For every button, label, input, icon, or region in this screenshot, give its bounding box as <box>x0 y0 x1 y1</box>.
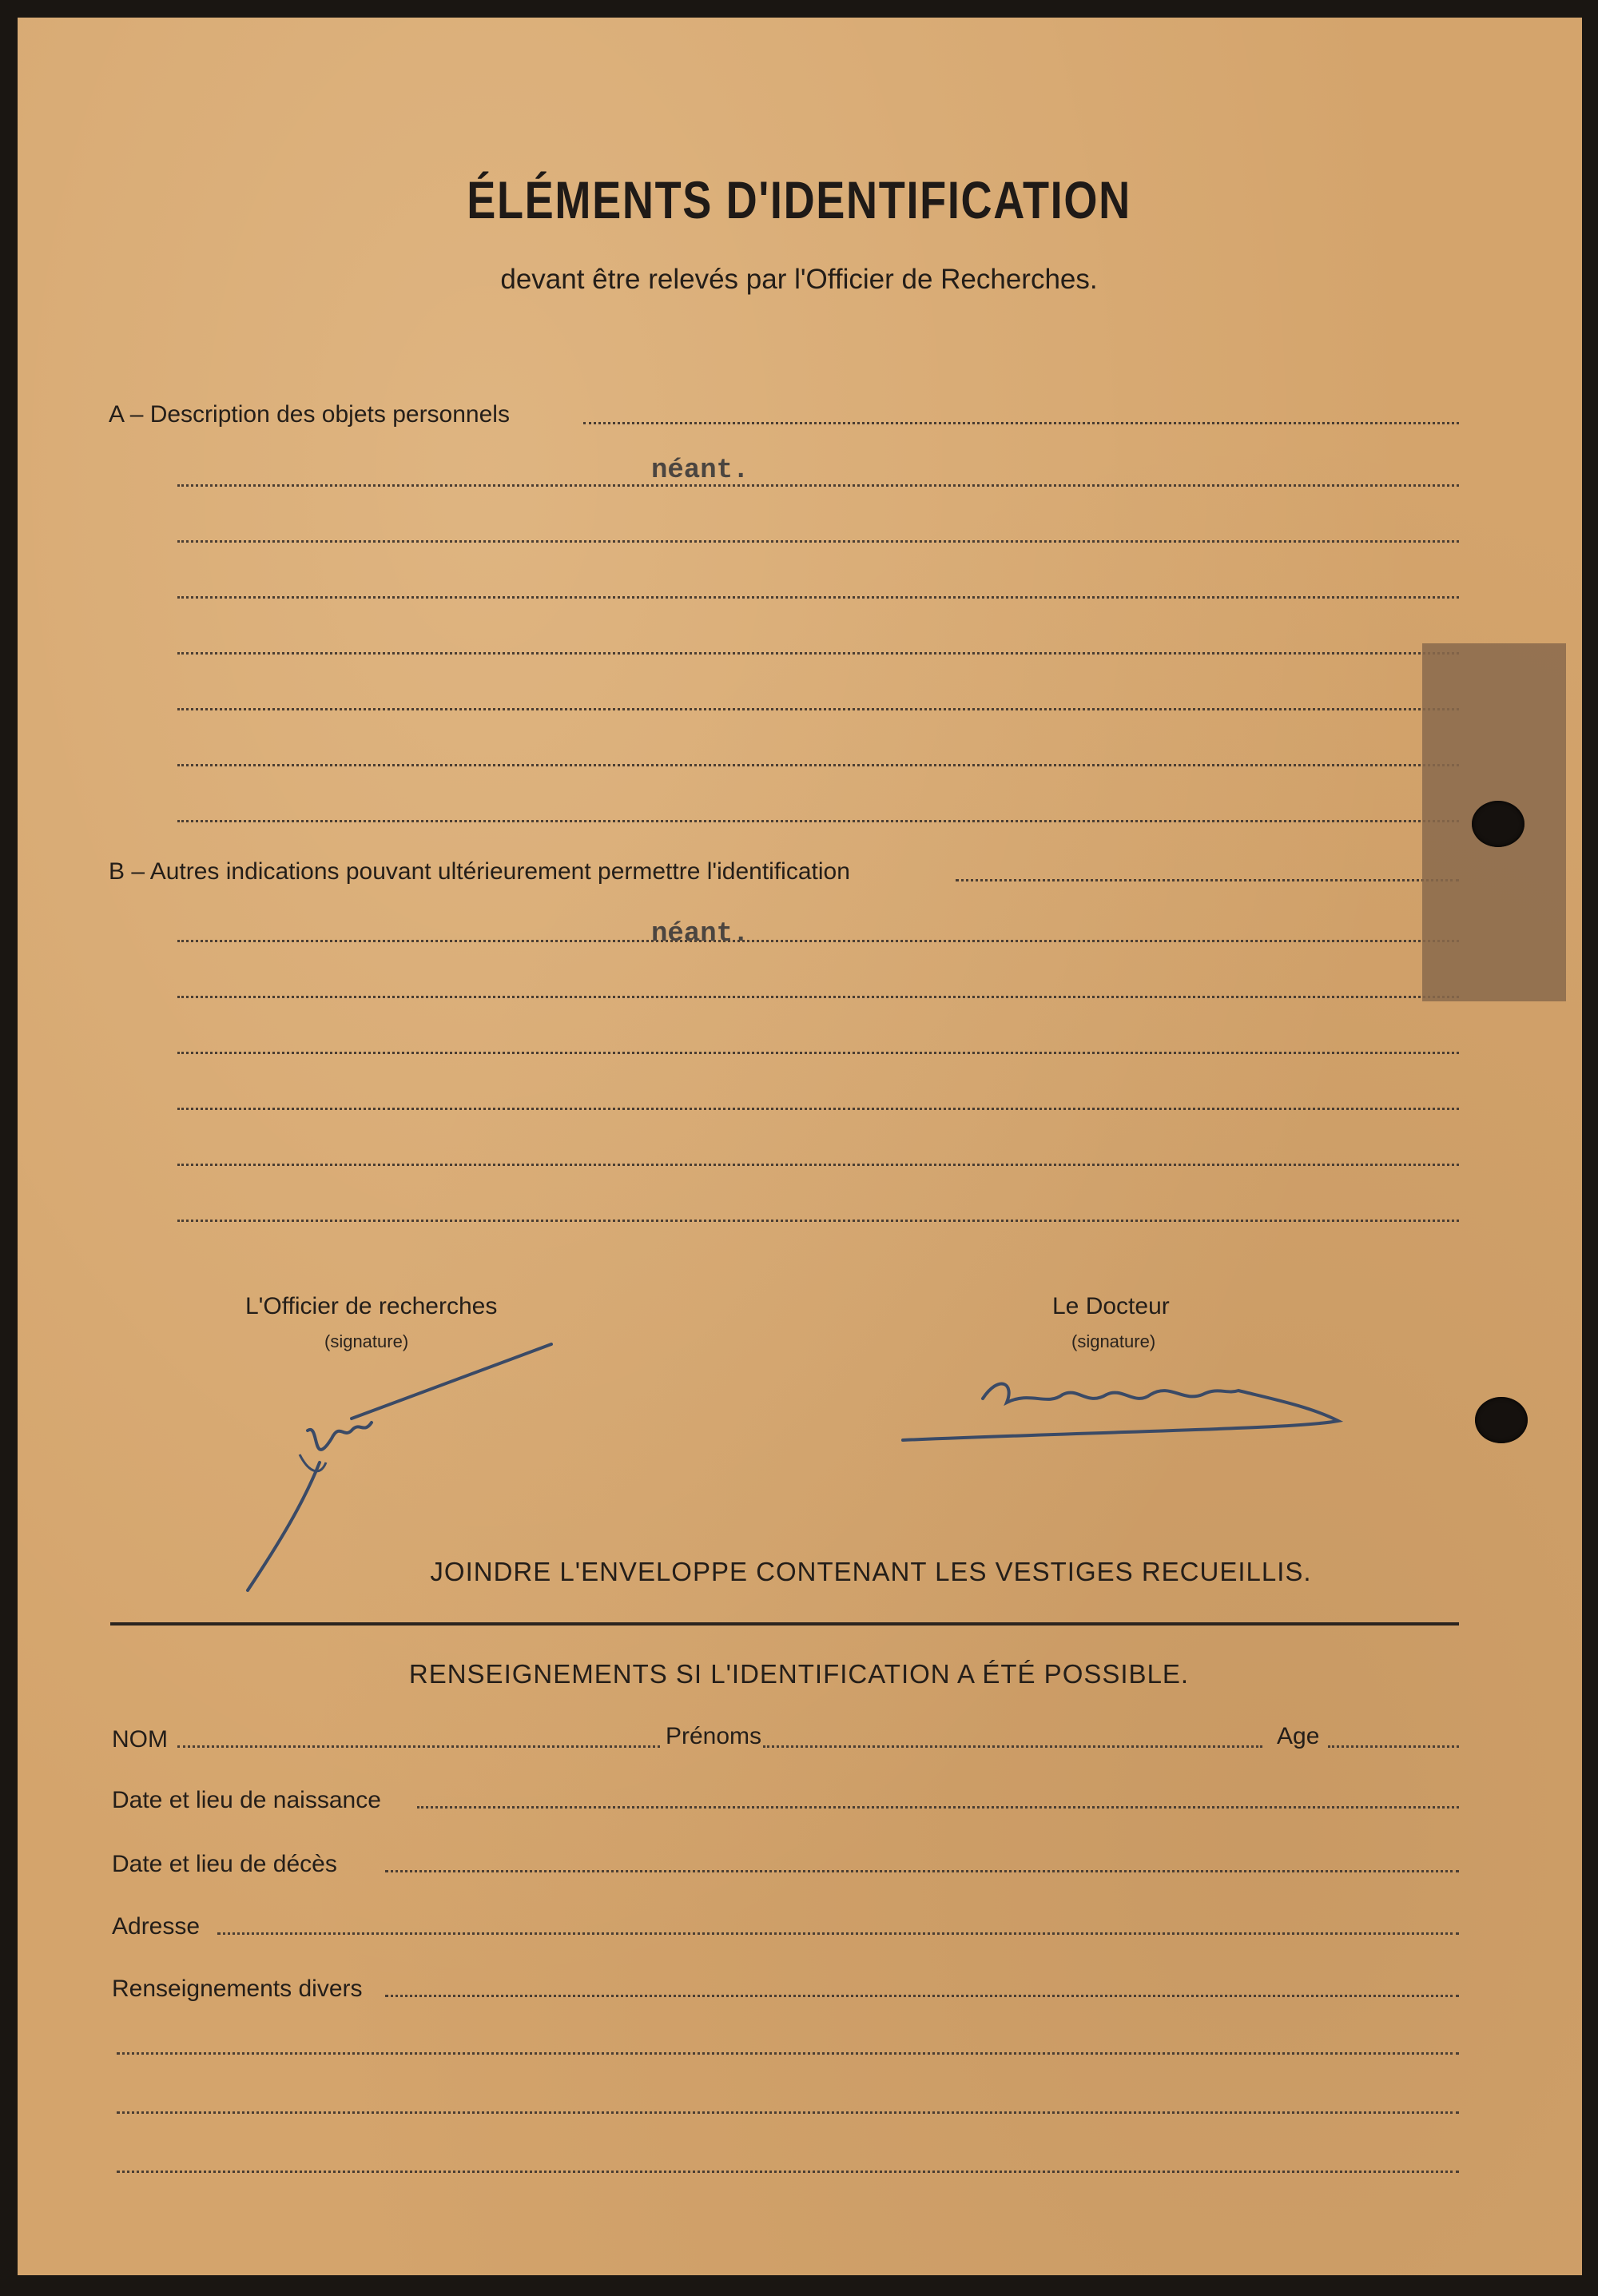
section-b-typed-value: néant. <box>651 919 749 949</box>
section-a-line-7 <box>177 764 1459 766</box>
age-field-line <box>1328 1745 1459 1748</box>
adresse-field-line <box>217 1932 1459 1935</box>
divers-field-line-1 <box>385 1995 1459 1997</box>
age-label: Age <box>1277 1723 1320 1749</box>
section-a-label: A – Description des objets personnels <box>109 401 510 428</box>
section-a-line-6 <box>177 708 1459 710</box>
deces-field-line <box>385 1870 1459 1872</box>
section-b-line-1 <box>956 879 1459 881</box>
section-b-line-5 <box>177 1108 1459 1110</box>
divers-label: Renseignements divers <box>112 1976 363 2002</box>
section-b-label: B – Autres indications pouvant ultérieurement permettre l'identification <box>109 858 850 885</box>
punch-hole-top <box>1472 801 1524 847</box>
section-b-line-4 <box>177 1052 1459 1054</box>
nom-label: NOM <box>112 1726 168 1753</box>
divers-field-line-2 <box>117 2052 1459 2055</box>
page-title: ÉLÉMENTS D'IDENTIFICATION <box>467 170 1131 229</box>
document-page <box>18 18 1582 2275</box>
envelope-instruction: JOINDRE L'ENVELOPPE CONTENANT LES VESTIGES RECUEILLIS. <box>430 1557 1312 1586</box>
identification-heading: RENSEIGNEMENTS SI L'IDENTIFICATION A ÉTÉ POSSIBLE. <box>408 1659 1190 1689</box>
officer-signature-label: L'Officier de recherches <box>245 1293 498 1319</box>
section-b-line-6 <box>177 1164 1459 1166</box>
prenoms-label: Prénoms <box>666 1723 762 1749</box>
section-divider <box>110 1622 1459 1626</box>
section-b-line-3 <box>177 996 1459 998</box>
doctor-signature-label: Le Docteur <box>1052 1293 1170 1319</box>
nom-field-line <box>177 1745 660 1748</box>
prenoms-field-line <box>763 1745 1262 1748</box>
section-a-typed-value: néant. <box>651 456 749 486</box>
section-b-line-2 <box>177 940 1459 942</box>
section-a-line-8 <box>177 820 1459 822</box>
adresse-label: Adresse <box>112 1913 201 1940</box>
doctor-signature-mark <box>895 1359 1350 1446</box>
officer-signature-sub: (signature) <box>324 1331 409 1351</box>
section-a-line-1 <box>583 422 1459 424</box>
section-b-line-7 <box>177 1220 1459 1222</box>
page-subtitle: devant être relevés par l'Officier de Recherches. <box>500 264 1098 295</box>
divers-field-line-3 <box>117 2111 1459 2114</box>
naissance-field-line <box>417 1806 1459 1809</box>
section-a-line-5 <box>177 652 1459 655</box>
deces-label: Date et lieu de décès <box>112 1851 337 1877</box>
section-a-line-2 <box>177 484 1459 487</box>
doctor-signature-sub: (signature) <box>1071 1331 1156 1351</box>
divers-field-line-4 <box>117 2171 1459 2173</box>
naissance-label: Date et lieu de naissance <box>112 1787 381 1813</box>
section-a-line-4 <box>177 596 1459 599</box>
punch-hole-bottom <box>1475 1397 1528 1443</box>
section-a-line-3 <box>177 540 1459 543</box>
